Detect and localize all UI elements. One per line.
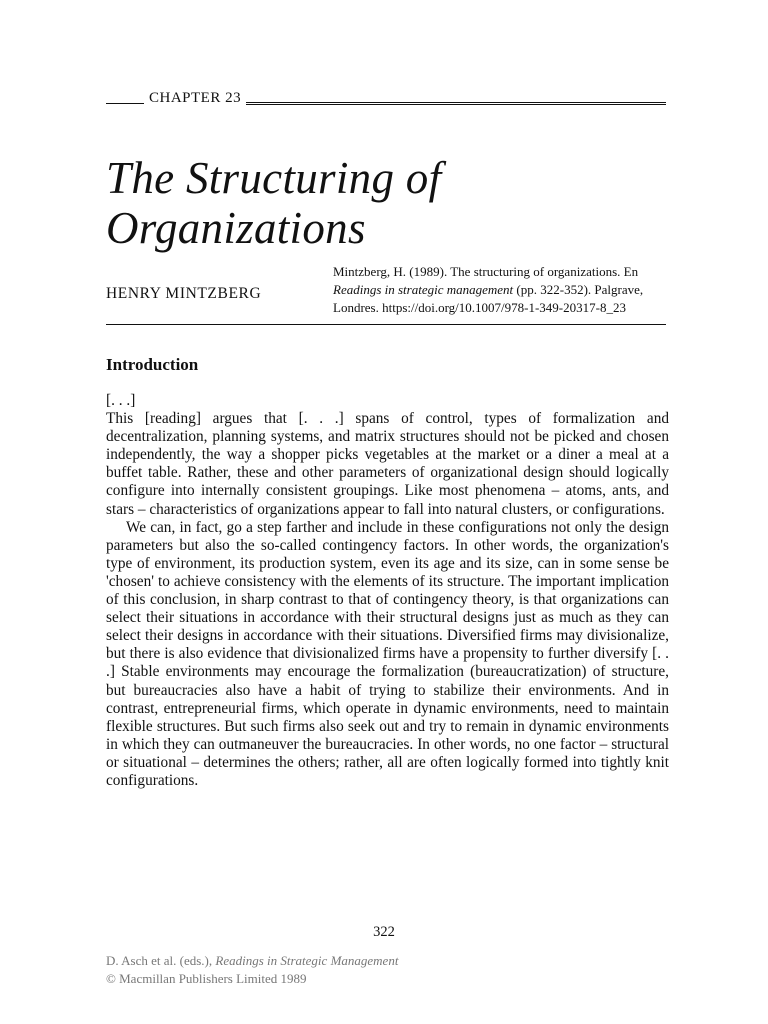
paragraph-1: This [reading] argues that [. . .] spans of control, types of formalization and decentralization, planning systems, and matrix structures should not be picked and chosen independently, the way a shopper picks vegetables at the market or a diner a meal at a buffet table. Rather, these and other parameters of organizational design should logically configure into internally consistent groupings. Like most phenomena – atoms, ants, and stars – characteristics of organizations appear to fall into natural clusters, or configurations. (106, 410, 669, 518)
chapter-title-line2: Organizations (106, 203, 366, 253)
author-divider (106, 324, 666, 325)
footer-line-1 (106, 952, 398, 970)
author-name: HENRY MINTZBERG (106, 285, 262, 302)
body-text (106, 392, 669, 790)
chapter-label: CHAPTER 23 (149, 90, 242, 106)
footer-editors: D. Asch et al. (eds.), (106, 953, 216, 968)
chapter-header (106, 88, 666, 106)
chapter-rule-right (246, 102, 666, 105)
ellipsis-line: [. . .] (106, 392, 136, 409)
paragraph-2: We can, in fact, go a step farther and include in these configurations not only the design parameters but also the so-called contingency factors. In other words, the organization's type of environment, its production system, even its age and its size, can in some sense be 'chosen' to achieve consistency with the elements of its structure. The important implication of this conclusion, in sharp contrast to that of contingency theory, is that organizations can select their situations in accordance with their structural designs just as much as they can select their designs in accordance with their situations. Diversified firms may divisionalize, but there is also evidence that divisionalized firms have a propensity to further diversify [. . .] Stable environments may encourage the formalization (bureaucratization) of structure, but bureaucracies also have a habit of trying to stabilize their environments. And in contrast, entrepreneurial firms, which operate in dynamic environments, need to maintain flexible structures. But such firms also seek out and try to remain in dynamic environments in which they can outmaneuver the bureaucracies. In other words, no one factor – structural or situational – determines the others; rather, all are often logically formed into tightly knit configurations. (106, 518, 669, 789)
citation-details: (pp. 322-352). Palgrave, Londres. https://doi.org/10.1007/978-1-349-20317-8_23 (333, 282, 644, 315)
citation-note (333, 263, 673, 317)
citation-text: Mintzberg, H. (1989). The structuring of organizations. En (333, 264, 639, 279)
chapter-title-line1: The Structuring of (106, 153, 442, 203)
chapter-rule-left (106, 103, 144, 104)
footer-book-title: Readings in Strategic Management (215, 953, 399, 968)
section-heading: Introduction (106, 355, 199, 374)
citation-book-title: Readings in strategic management (333, 282, 514, 297)
copyright-footer (106, 952, 398, 988)
page-number: 322 (373, 924, 395, 940)
footer-line-2: © Macmillan Publishers Limited 1989 (106, 971, 307, 986)
chapter-title (106, 153, 666, 253)
